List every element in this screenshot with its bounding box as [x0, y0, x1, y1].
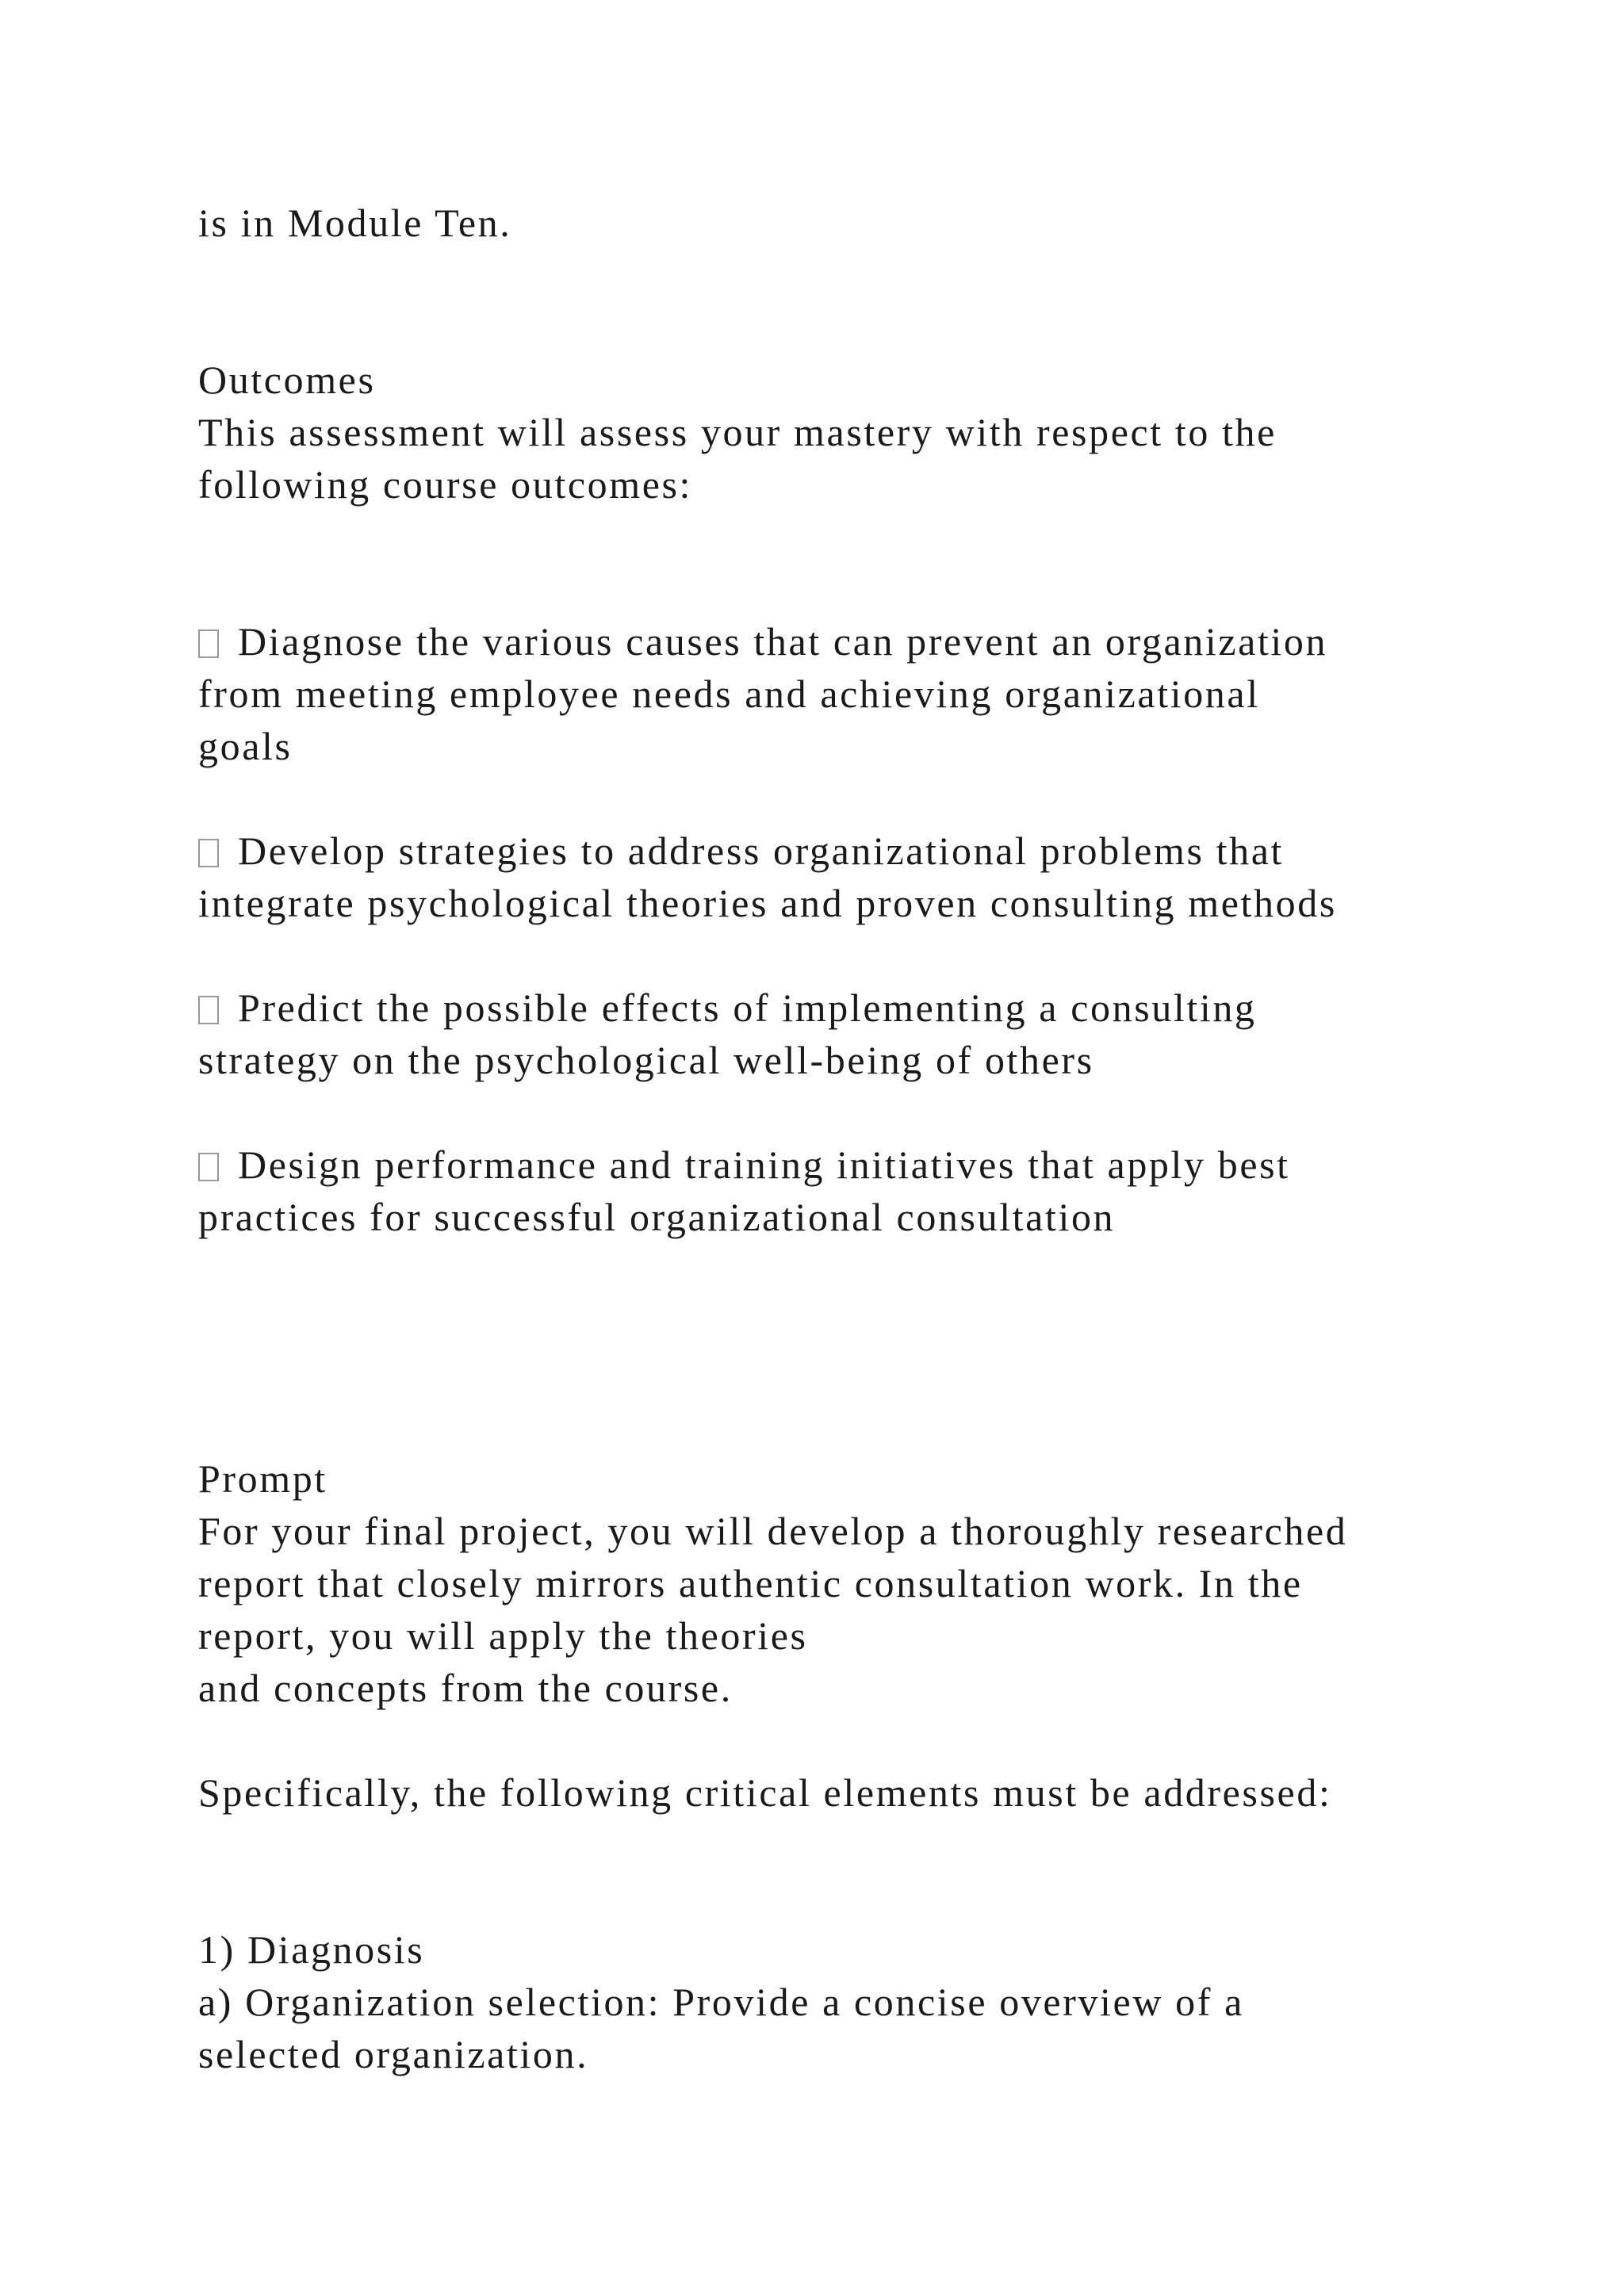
- bullet-box-icon: [198, 996, 219, 1024]
- organization-selection-line-1: a) Organization selection: Provide a concise overview of a: [198, 1980, 1244, 2024]
- outcome-item-4-line-1: [198, 1138, 1290, 1191]
- outcome-item-1-line-3: goals: [198, 724, 293, 768]
- section-diagnosis-heading: 1) Diagnosis: [198, 1927, 425, 1972]
- outcome-item-1-line-1: [198, 615, 1327, 668]
- prompt-paragraph-line-1: For your final project, you will develop a thoroughly researched: [198, 1509, 1348, 1553]
- bullet-box-icon: [198, 839, 219, 867]
- outcome-item-3-line-1: [198, 982, 1257, 1034]
- outcome-item-2-line-1: [198, 825, 1284, 877]
- organization-selection-line-2: selected organization.: [198, 2032, 589, 2076]
- critical-elements-intro: Specifically, the following critical elements must be addressed:: [198, 1770, 1332, 1815]
- bullet-box-icon: [198, 1153, 219, 1181]
- outcomes-heading: Outcomes: [198, 358, 376, 402]
- prompt-paragraph-line-3: report, you will apply the theories: [198, 1613, 808, 1658]
- outcome-item-2-text: Develop strategies to address organizational problems that: [238, 828, 1284, 873]
- outcome-item-1-line-2: from meeting employee needs and achieving organizational: [198, 672, 1260, 716]
- outcome-item-3-line-2: strategy on the psychological well-being of others: [198, 1038, 1094, 1082]
- prompt-paragraph-line-2: report that closely mirrors authentic consultation work. In the: [198, 1561, 1303, 1605]
- outcome-item-4-line-2: practices for successful organizational consultation: [198, 1195, 1116, 1239]
- prompt-paragraph-line-4: and concepts from the course.: [198, 1666, 733, 1710]
- outcome-item-3-text: Predict the possible effects of implementing a consulting: [238, 985, 1257, 1030]
- outcome-item-4-text: Design performance and training initiatives that apply best: [238, 1142, 1290, 1187]
- bullet-box-icon: [198, 629, 219, 658]
- outcome-item-1-text: Diagnose the various causes that can prevent an organization: [238, 619, 1328, 664]
- outcomes-intro-line-2: following course outcomes:: [198, 462, 693, 507]
- prompt-heading: Prompt: [198, 1456, 327, 1501]
- intro-continuation-text: is in Module Ten.: [198, 201, 512, 245]
- outcomes-intro-line-1: This assessment will assess your mastery with respect to the: [198, 410, 1277, 454]
- outcome-item-2-line-2: integrate psychological theories and proven consulting methods: [198, 881, 1337, 925]
